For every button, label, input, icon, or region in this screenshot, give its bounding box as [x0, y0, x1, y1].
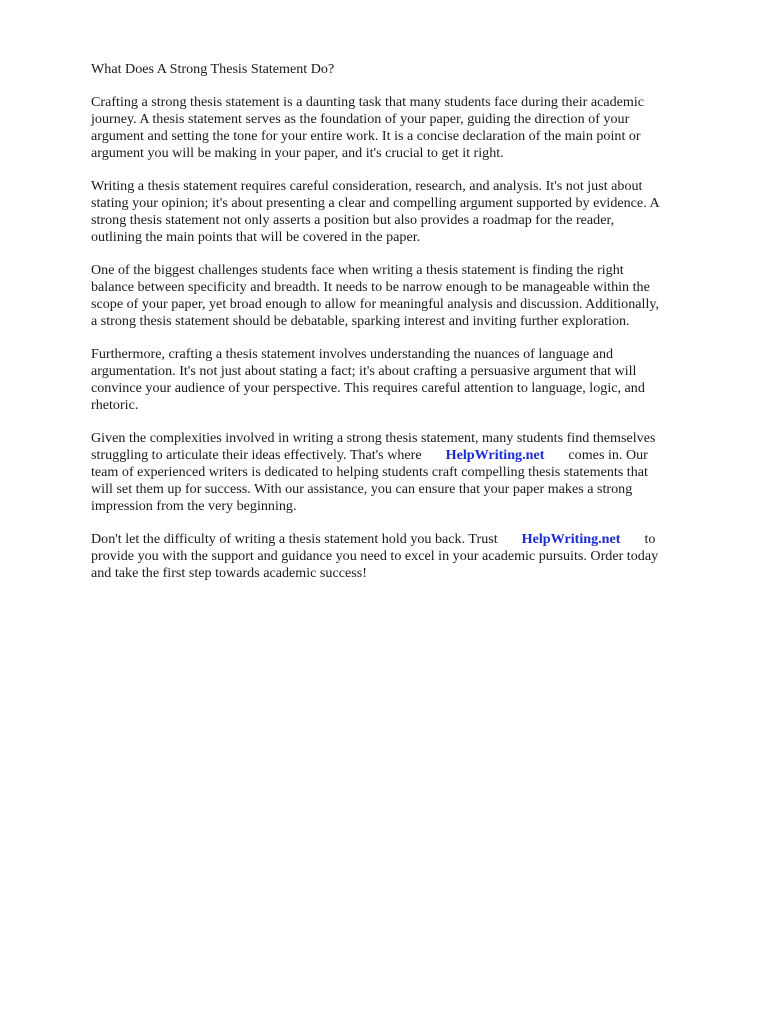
paragraph-line: Given the complexities involved in writing a strong thesis statement, many students find themselves: [91, 430, 656, 446]
paragraph-line: stating your opinion; it's about presenting a clear and compelling argument supported by evidence. A: [91, 195, 660, 211]
paragraph-line: Furthermore, crafting a thesis statement involves understanding the nuances of language and: [91, 346, 614, 362]
paragraph-line: team of experienced writers is dedicated to helping students craft compelling thesis statements that: [91, 464, 648, 480]
paragraph-line: impression from the very beginning.: [91, 498, 297, 514]
text-segment: Don't let the difficulty of writing a thesis statement hold you back. Trust: [91, 531, 498, 547]
helpwriting-link[interactable]: HelpWriting.net: [521, 531, 621, 547]
paragraph-line: argument and setting the tone for your entire work. It is a concise declaration of the main point or: [91, 128, 641, 144]
helpwriting-link[interactable]: HelpWriting.net: [445, 447, 545, 463]
paragraph-line: strong thesis statement not only asserts a position but also provides a roadmap for the reader,: [91, 212, 615, 228]
paragraph-line: Crafting a strong thesis statement is a daunting task that many students face during their academic: [91, 94, 645, 110]
paragraph-line: outlining the main points that will be covered in the paper.: [91, 229, 421, 245]
paragraph-3: [91, 262, 727, 330]
paragraph-1: [91, 94, 727, 162]
paragraph-5: [91, 430, 727, 515]
paragraph-line: Writing a thesis statement requires careful consideration, research, and analysis. It's not just about: [91, 178, 643, 194]
paragraph-line: scope of your paper, yet broad enough to allow for meaningful analysis and discussion. Additionally,: [91, 296, 660, 312]
paragraph-line: journey. A thesis statement serves as the foundation of your paper, guiding the direction of your: [91, 111, 630, 127]
paragraph-line: convince your audience of your perspective. This requires careful attention to language, logic, and: [91, 380, 645, 396]
paragraph-4: [91, 346, 727, 414]
paragraph-line: [91, 447, 727, 464]
paragraph-6: [91, 531, 727, 582]
paragraph-line: balance between specificity and breadth. It needs to be narrow enough to be manageable within the: [91, 279, 650, 295]
paragraph-line: a strong thesis statement should be debatable, sparking interest and inviting further exploration.: [91, 313, 630, 329]
document-title: What Does A Strong Thesis Statement Do?: [91, 61, 335, 77]
paragraph-line: and take the first step towards academic success!: [91, 565, 367, 581]
document-page: [91, 61, 727, 598]
text-segment: struggling to articulate their ideas effectively. That's where: [91, 447, 422, 463]
paragraph-2: [91, 178, 727, 246]
paragraph-line: argument you will be making in your paper, and it's crucial to get it right.: [91, 145, 504, 161]
paragraph-line: [91, 531, 727, 548]
paragraph-line: argumentation. It's not just about stating a fact; it's about crafting a persuasive argument that will: [91, 363, 637, 379]
text-segment: to: [644, 531, 656, 547]
paragraph-line: rhetoric.: [91, 397, 139, 413]
paragraph-line: will set them up for success. With our assistance, you can ensure that your paper makes a strong: [91, 481, 633, 497]
paragraph-line: provide you with the support and guidance you need to excel in your academic pursuits. Order today: [91, 548, 659, 564]
paragraph-line: One of the biggest challenges students face when writing a thesis statement is finding the right: [91, 262, 624, 278]
text-segment: comes in. Our: [568, 447, 648, 463]
